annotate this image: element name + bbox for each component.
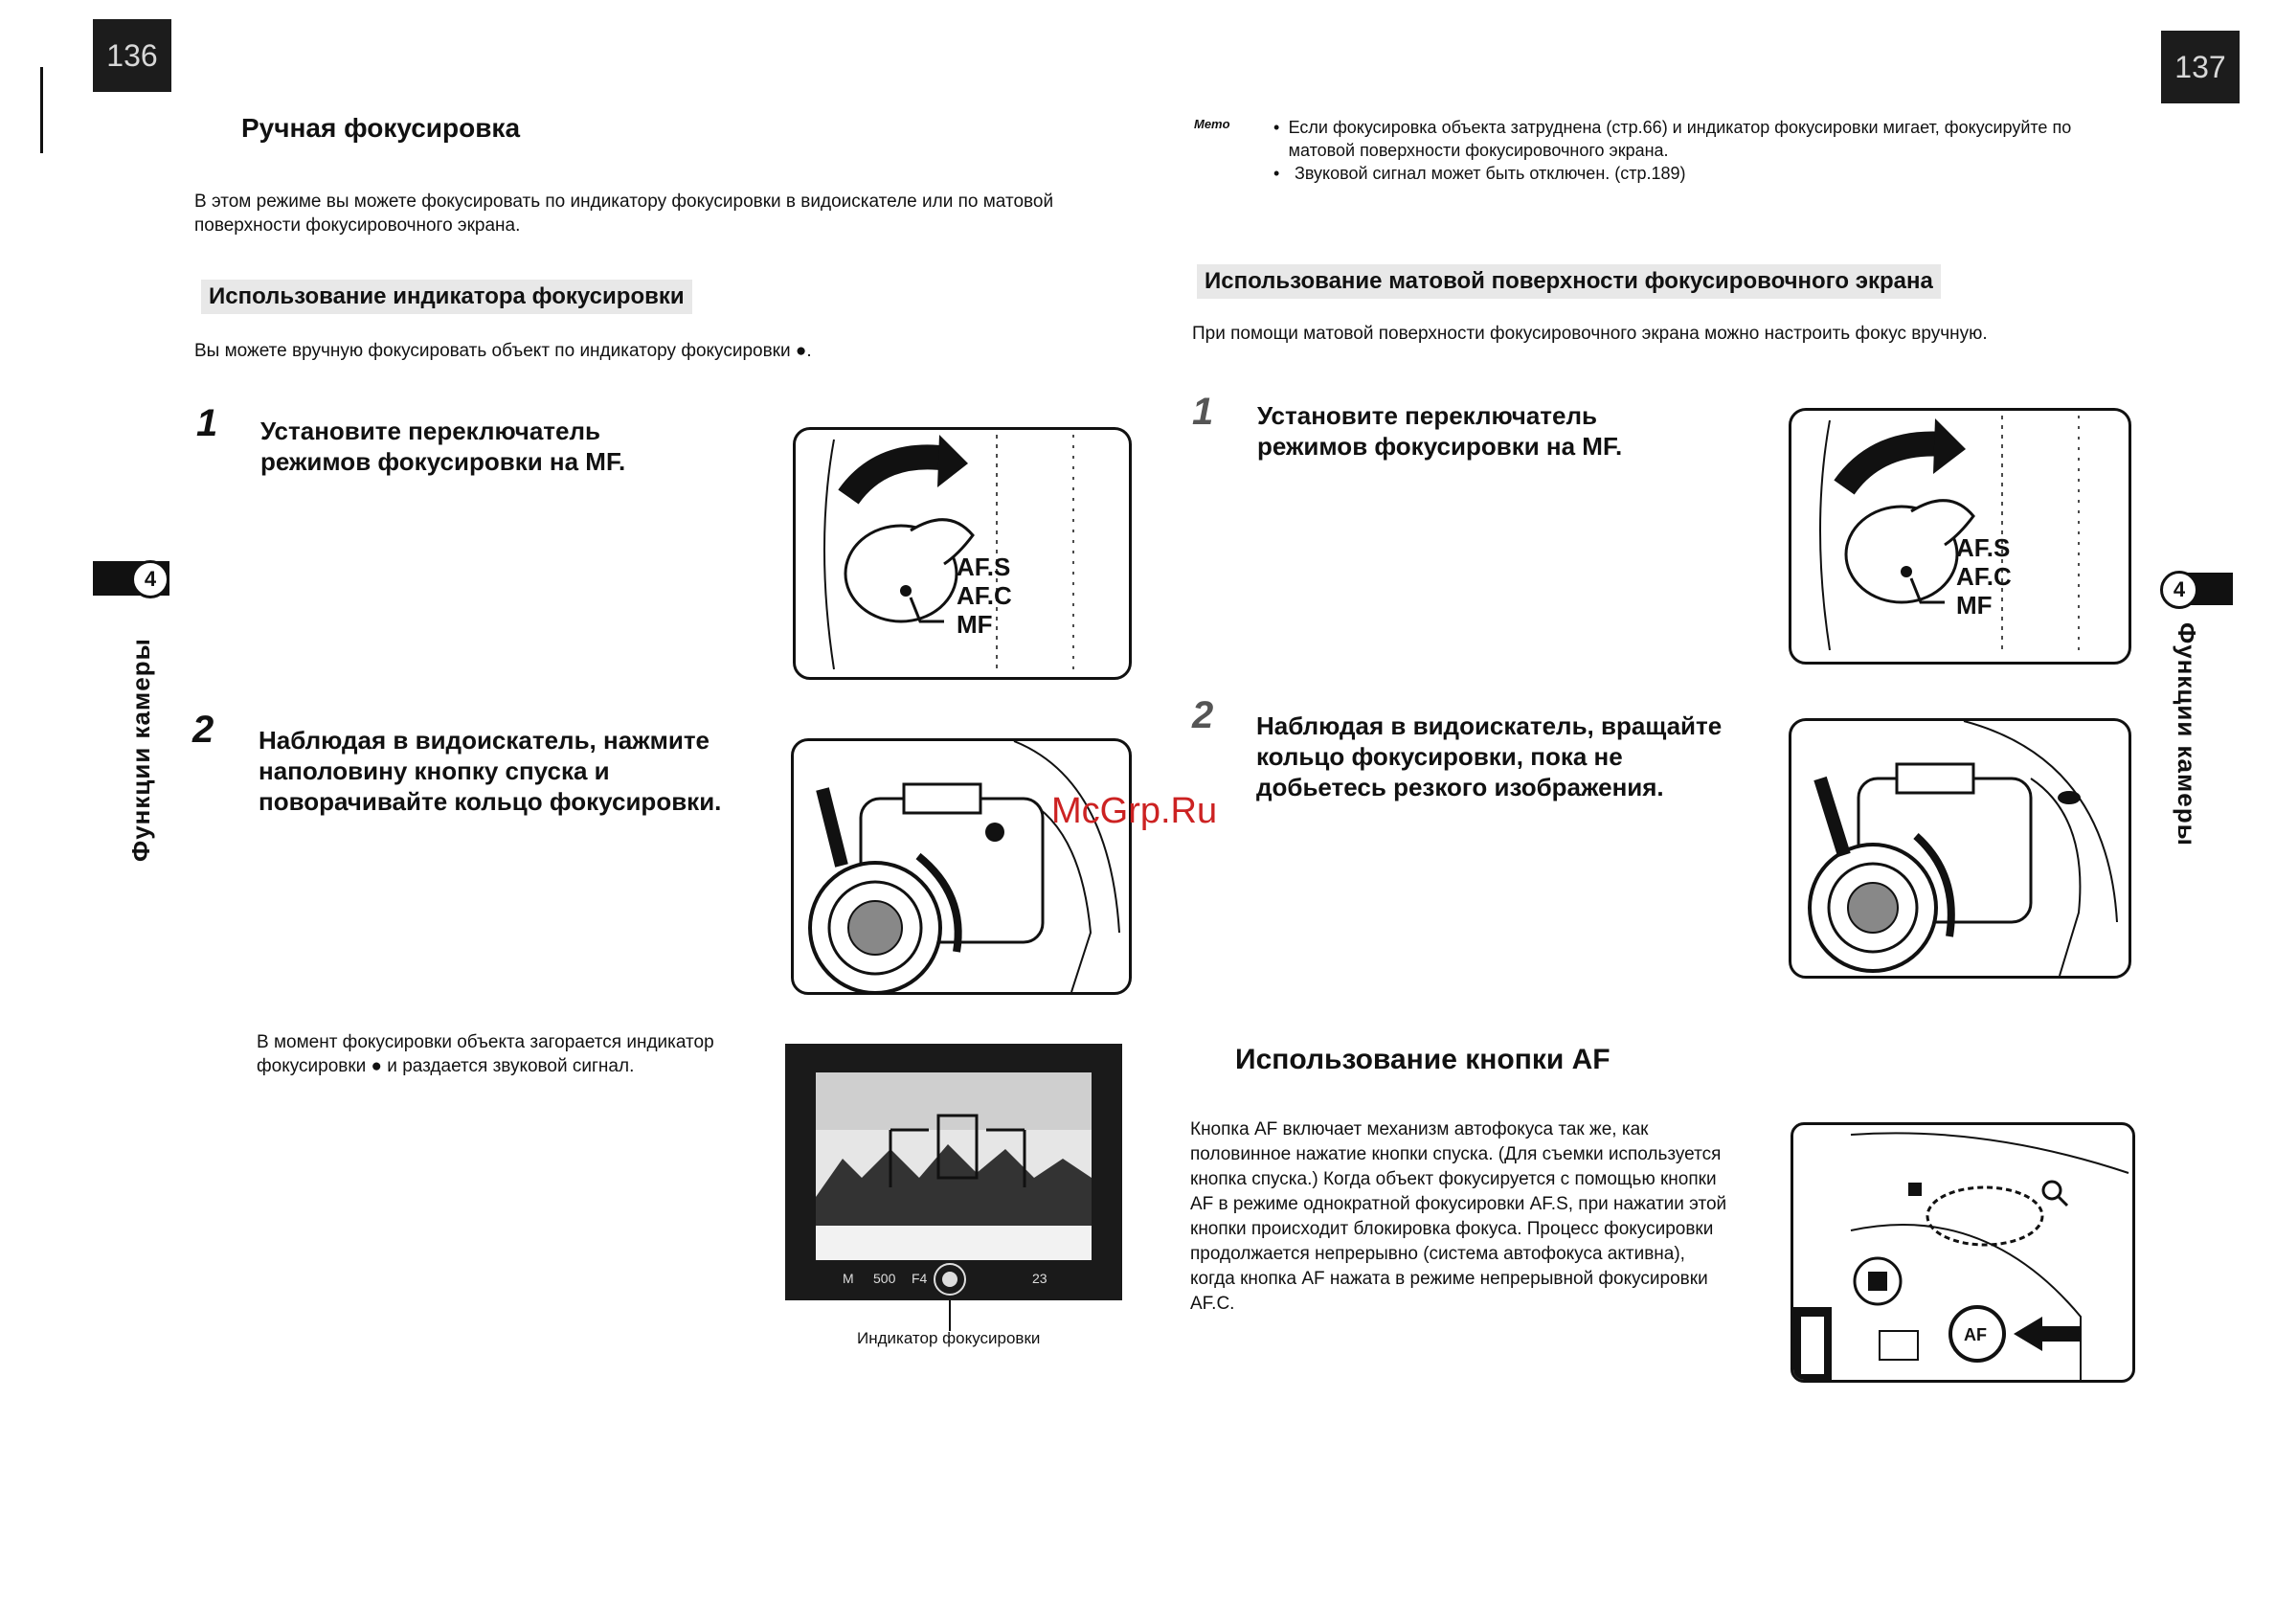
- focus-note: В момент фокусировки объекта загорается индикатор фокусировки ● и раздается звуковой сигнал.: [257, 1032, 714, 1076]
- af-button-label: AF: [1964, 1325, 1987, 1344]
- af-button-text: Кнопка AF включает механизм автофокуса так же, как половинное нажатие кнопки спуска. (Для съемки используется кнопка спуска.) Когда объект фокусируется с помощью кнопки AF в режиме однократной фокусировки AF.S, при нажатии этой кнопки происходит блокировка фокуса. Процесс фокусировки продолжается непрерывно (система автофокуса активна), когда кнопка AF нажата в режиме непрерывной фокусировки AF.C.: [1190, 1119, 1727, 1314]
- page-number-right: 137: [2161, 31, 2240, 103]
- dial-label-mf: MF: [957, 610, 993, 639]
- readout-shutter: 500: [873, 1271, 896, 1286]
- chapter-label-left: Функции камеры: [126, 638, 155, 862]
- memo-item-1: Если фокусировка объекта затруднена (стр.66) и индикатор фокусировки мигает, фокусируйте по матовой поверхности фокусировочного экрана.: [1288, 118, 2072, 160]
- dial-label-mf-right: MF: [1956, 591, 1993, 620]
- af-button-illustration: [1791, 1122, 2135, 1383]
- section-intro-matte: При помощи матовой поверхности фокусировочного экрана можно настроить фокус вручную.: [1192, 324, 1988, 344]
- camera-illustration-left: [791, 738, 1132, 995]
- readout-aperture: F4: [912, 1271, 928, 1286]
- focus-indicator-icon: [942, 1272, 957, 1287]
- page-number-left: 136: [93, 19, 171, 92]
- af-button-title: Использование кнопки AF: [1235, 1044, 1611, 1075]
- chapter-label-right: Функции камеры: [2173, 622, 2201, 846]
- camera-illustration-right: [1789, 718, 2131, 979]
- margin-mark: [40, 67, 43, 153]
- watermark: McGrp.Ru: [1051, 791, 1218, 831]
- dial-illustration-left: [793, 427, 1132, 680]
- caption-leader: [949, 1300, 951, 1331]
- readout-mode: M: [843, 1271, 854, 1286]
- dial-illustration-right: [1789, 408, 2131, 665]
- intro-text: В этом режиме вы можете фокусировать по индикатору фокусировки в видоискателе или по матовой поверхности фокусировочного экрана.: [194, 192, 1054, 236]
- step-1-number-right: 1: [1192, 391, 1214, 433]
- section-title-indicator: Использование индикатора фокусировки: [201, 280, 692, 314]
- af-arrow-icon: [2014, 1317, 2081, 1351]
- viewfinder-illustration: [785, 1044, 1122, 1300]
- step-2-number: 2: [192, 709, 214, 751]
- step-1-text-right: Установите переключатель режимов фокусировки на MF.: [1257, 401, 1623, 461]
- dial-label-afc: AF.C: [957, 581, 1012, 610]
- step-1-number: 1: [196, 402, 218, 444]
- dial-label-afc-right: AF.C: [1956, 562, 2012, 591]
- section-title-matte: Использование матовой поверхности фокусировочного экрана: [1197, 264, 1941, 299]
- step-2-number-right: 2: [1192, 694, 1214, 736]
- step-2-text: Наблюдая в видоискатель, нажмите наполовину кнопку спуска и поворачивайте кольцо фокусировки.: [259, 726, 722, 816]
- page-title: Ручная фокусировка: [241, 113, 521, 143]
- memo-list: • Если фокусировка объекта затруднена (стр.66) и индикатор фокусировки мигает, фокусируйте по матовой поверхности фокусировочного экрана. • Звуковой сигнал может быть отключен. (стр.189): [1273, 116, 2116, 185]
- memo-item-2: Звуковой сигнал может быть отключен. (стр.189): [1295, 164, 1686, 183]
- step-2-text-right: Наблюдая в видоискатель, вращайте кольцо фокусировки, пока не добьетесь резкого изображения.: [1256, 711, 1723, 801]
- chapter-number-left: 4: [131, 560, 169, 598]
- dial-label-afs-right: AF.S: [1956, 533, 2011, 562]
- readout-frames: 23: [1032, 1271, 1047, 1286]
- dial-label-afs: AF.S: [957, 553, 1011, 581]
- viewfinder-caption: Индикатор фокусировки: [857, 1329, 1041, 1347]
- chapter-number-right: 4: [2160, 571, 2198, 609]
- step-1-text: Установите переключатель режимов фокусировки на MF.: [260, 417, 626, 476]
- section-intro-indicator: Вы можете вручную фокусировать объект по индикатору фокусировки ●.: [194, 341, 812, 361]
- memo-icon: Memo: [1194, 117, 1230, 131]
